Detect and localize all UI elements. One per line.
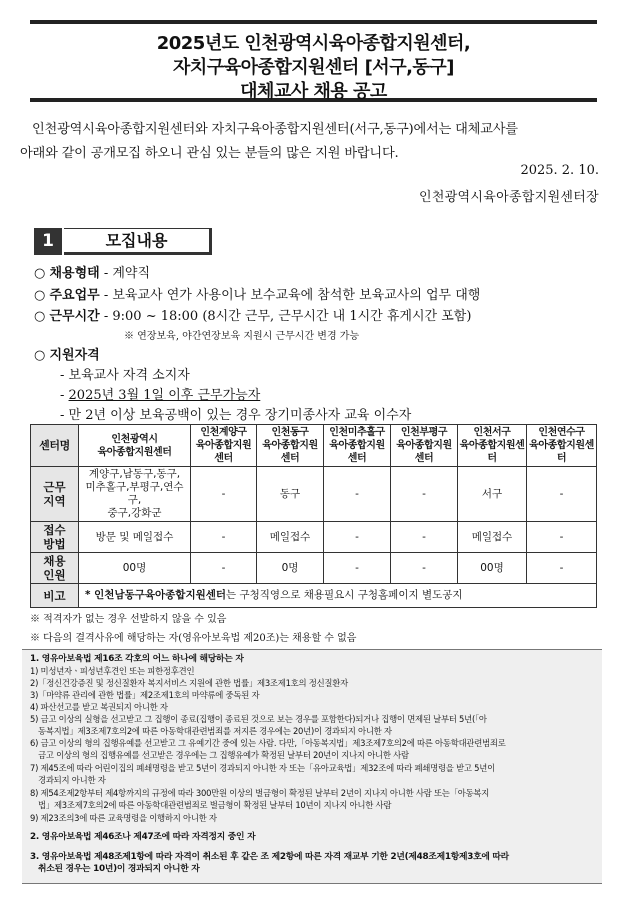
intro-line1: 인천광역시육아종합지원센터와 자치구육아종합지원센터(서구,동구)에서는 대체교사를 (32, 122, 518, 137)
col-header-l1: 인천연수구 (538, 427, 585, 438)
disq-item-cont: 동복지법」제3조제7호의2에 따른 아동학대관련범죄를 저지른 경우에는 20년)이 경과되지 아니한 자 (38, 726, 392, 736)
col-header (79, 425, 191, 467)
row-header-l2: 인원 (43, 568, 66, 582)
disq-item: 4) 파산선고를 받고 복권되지 아니한 자 (30, 702, 168, 712)
recruitment-table (30, 424, 597, 608)
disq-item: 7) 제45조에 따라 어린이집의 폐쇄명령을 받고 5년이 경과되지 아니한 자 또는「유아교육법」제32조에 따라 폐쇄명령을 받고 5년이 (30, 763, 495, 773)
table-cell: - (527, 522, 597, 553)
note-star: * (85, 589, 95, 601)
col-header-l1: 인천부평구 (400, 427, 448, 438)
table-cell: - (324, 467, 391, 522)
bullet-hours: ○ 근무시간 - 9:00 ~ 18:00 (8시간 근무, 근무시간 내 1시간 휴게시간 포함) (34, 309, 472, 324)
page-title-line1: 2025년도 인천광역시육아종합지원센터, (156, 33, 471, 54)
col-header (458, 425, 527, 467)
disq-heading-2: 2. 영유아보육법 제46조나 제47조에 따라 자격정지 중인 자 (30, 832, 256, 842)
col-header (191, 425, 257, 467)
hours-note: ※ 연장보육, 야간연장보육 지원시 근무시간 변경 가능 (124, 331, 360, 342)
employment-label: 채용형태 (49, 266, 100, 281)
row-header-note: 비고 (31, 584, 79, 608)
table-row-method (31, 522, 597, 553)
disq-item-cont: 법」제3조제7호의2에 따른 아동학대관련범죄로 벌금형이 확정된 날부터 10년이 지나지 아니한 사람 (38, 800, 392, 810)
title-box (30, 20, 597, 102)
disq-item: 9) 제23조의3에 따른 교육명령을 이행하지 아니한 자 (30, 813, 217, 823)
col-header-l1: 인천미추홀구 (329, 427, 385, 438)
qualification-1: - 보육교사 자격 소지자 (60, 368, 190, 383)
qualification-2-dash: - (60, 388, 69, 403)
table-cell: 00명 (79, 553, 191, 584)
intro-line2: 아래와 같이 공개모집 하오니 관심 있는 분들의 많은 지원 바랍니다. (20, 146, 399, 161)
row-header-l2: 방법 (43, 537, 66, 551)
section-number: 1 (34, 228, 62, 255)
row-header-method (31, 522, 79, 553)
table-corner: 센터명 (31, 425, 79, 467)
col-header-l1: 인천서구 (473, 427, 511, 438)
employment-value: - 계약직 (99, 266, 151, 281)
disq-item: 1) 미성년자ㆍ피성년후견인 또는 피한정후견인 (30, 666, 195, 676)
disq-item-cont: 경과되지 아니한 자 (38, 775, 106, 785)
warning-1: ※ 적격자가 없는 경우 선발하지 않을 수 있음 (30, 614, 227, 625)
disq-heading-3-cont: 취소된 경우는 10년)이 경과되지 아니한 자 (38, 864, 200, 874)
disq-item: 2)「정신건강증진 및 정신질환자 복지서비스 지원에 관한 법률」제3조제1호의 정신질환자 (30, 678, 348, 688)
col-header-l1: 인천동구 (271, 427, 309, 438)
warning-2: ※ 다음의 결격사유에 해당하는 자(영유아보육법 제20조)는 채용할 수 없음 (30, 633, 357, 644)
qualification-2 (60, 384, 260, 403)
disq-item: 8) 제54조제2항부터 제4항까지의 규정에 따라 300만원 이상의 벌금형이 확정된 날부터 2년이 지나지 아니한 사람 또는「아동복지 (30, 788, 490, 798)
table-cell: 방문 및 메일접수 (79, 522, 191, 553)
table-row-area (31, 467, 597, 522)
col-header-l1: 인천광역시 (111, 433, 158, 445)
note-bold: 인천남동구육아종합지원센터 (94, 589, 227, 601)
table-cell: - (527, 553, 597, 584)
table-cell: - (191, 553, 257, 584)
row-header-l2: 지역 (43, 494, 66, 508)
note-rest: 는 구청직영으로 채용필요시 구청홈페이지 별도공지 (226, 589, 463, 601)
table-cell: - (391, 553, 458, 584)
area-line2: 미추홀구,부평구,연수구, (85, 481, 184, 506)
qualification-label: 지원자격 (49, 348, 100, 363)
duty-value: - 보육교사 연가 사용이나 보수교육에 참석한 보육교사의 업무 대행 (99, 288, 481, 303)
bullet-employment: ○ 채용형태 - 계약직 (34, 266, 151, 281)
area-line3: 중구,강화군 (107, 507, 162, 519)
table-cell: 00명 (458, 553, 527, 584)
bullet-duty: ○ 주요업무 - 보육교사 연가 사용이나 보수교육에 참석한 보육교사의 업무 대행 (34, 288, 481, 303)
area-line1: 계양구,남동구,동구, (88, 468, 181, 480)
table-cell: 0명 (257, 553, 324, 584)
col-header-l2: 육아종합지원센터 (329, 440, 385, 464)
disq-item: 5) 금고 이상의 실형을 선고받고 그 집행이 종료(집행이 종료된 것으로 보는 경우를 포함한다)되거나 집행이 면제된 날부터 5년(「아 (30, 714, 487, 724)
table-cell: - (324, 553, 391, 584)
col-header (324, 425, 391, 467)
col-header (391, 425, 458, 467)
hours-value: - 9:00 ~ 18:00 (8시간 근무, 근무시간 내 1시간 휴게시간 포함) (99, 309, 472, 324)
table-cell: - (191, 522, 257, 553)
table-cell: - (391, 467, 458, 522)
col-header (257, 425, 324, 467)
signer: 인천광역시육아종합지원센터장 (418, 190, 599, 205)
row-header-area (31, 467, 79, 522)
note-cell (79, 584, 597, 608)
table-cell: - (527, 467, 597, 522)
row-header-l1: 접수 (43, 523, 66, 537)
table-cell: 메일접수 (458, 522, 527, 553)
disq-heading-3: 3. 영유아보육법 제48조제1항에 따라 자격이 취소된 후 같은 조 제2항에 따른 자격 재교부 기한 2년(제48조제1항제3호에 따라 (30, 852, 509, 862)
col-header-l2: 육아종합지원센터 (195, 440, 252, 464)
col-header-l2: 육아종합지원센터 (97, 446, 172, 458)
announcement-date: 2025. 2. 10. (520, 163, 599, 178)
table-row-count (31, 553, 597, 584)
page-title-line2: 자치구육아종합지원센터 [서구,동구] (173, 57, 454, 78)
row-header-l1: 채용 (43, 554, 66, 568)
col-header (527, 425, 597, 467)
table-cell (79, 467, 191, 522)
col-header-l2: 육아종합지원센터 (262, 440, 318, 464)
qualification-2-text: 2025년 3월 1일 이후 근무가능자 (68, 388, 261, 403)
col-header-l2: 육아종합지원센터 (529, 440, 594, 464)
table-cell: - (191, 467, 257, 522)
col-header-l2: 육아종합지원센터 (396, 440, 452, 464)
disq-item-cont: 금고 이상의 형의 집행유예를 선고받은 경우에는 그 집행유예가 확정된 날부터 20년이 지나지 아니한 사람 (38, 750, 409, 760)
table-cell: 메일접수 (257, 522, 324, 553)
row-header-count (31, 553, 79, 584)
duty-label: 주요업무 (49, 288, 100, 303)
table-cell: - (391, 522, 458, 553)
disq-heading-1: 1. 영유아보육법 제16조 각호의 어느 하나에 해당하는 자 (30, 654, 244, 664)
table-row-note (31, 584, 597, 608)
row-header-l1: 근무 (43, 480, 66, 494)
table-cell: 서구 (458, 467, 527, 522)
qualification-3: - 만 2년 이상 보육공백이 있는 경우 장기미종사자 교육 이수자 (60, 408, 412, 423)
hours-label: 근무시간 (49, 309, 100, 324)
page-title-line3: 대체교사 채용 공고 (240, 81, 387, 102)
col-header-l1: 인천계양구 (200, 427, 247, 438)
disq-item: 6) 금고 이상의 형의 집행유예를 선고받고 그 유예기간 중에 있는 사람. 다만,「아동복지법」제3조제7호의2에 따른 아동학대관련범죄로 (30, 738, 506, 748)
table-cell: 동구 (257, 467, 324, 522)
bullet-qualification: ○ 지원자격 (34, 348, 100, 363)
col-header-l2: 육아종합지원센터 (459, 440, 525, 464)
intro-paragraph (20, 118, 605, 166)
section-header (34, 228, 212, 255)
section-title: 모집내용 (64, 228, 212, 255)
table-header-row (31, 425, 597, 467)
disq-item: 3)「마약류 관리에 관한 법률」제2조제1호의 마약류에 중독된 자 (30, 690, 260, 700)
table-cell: - (324, 522, 391, 553)
